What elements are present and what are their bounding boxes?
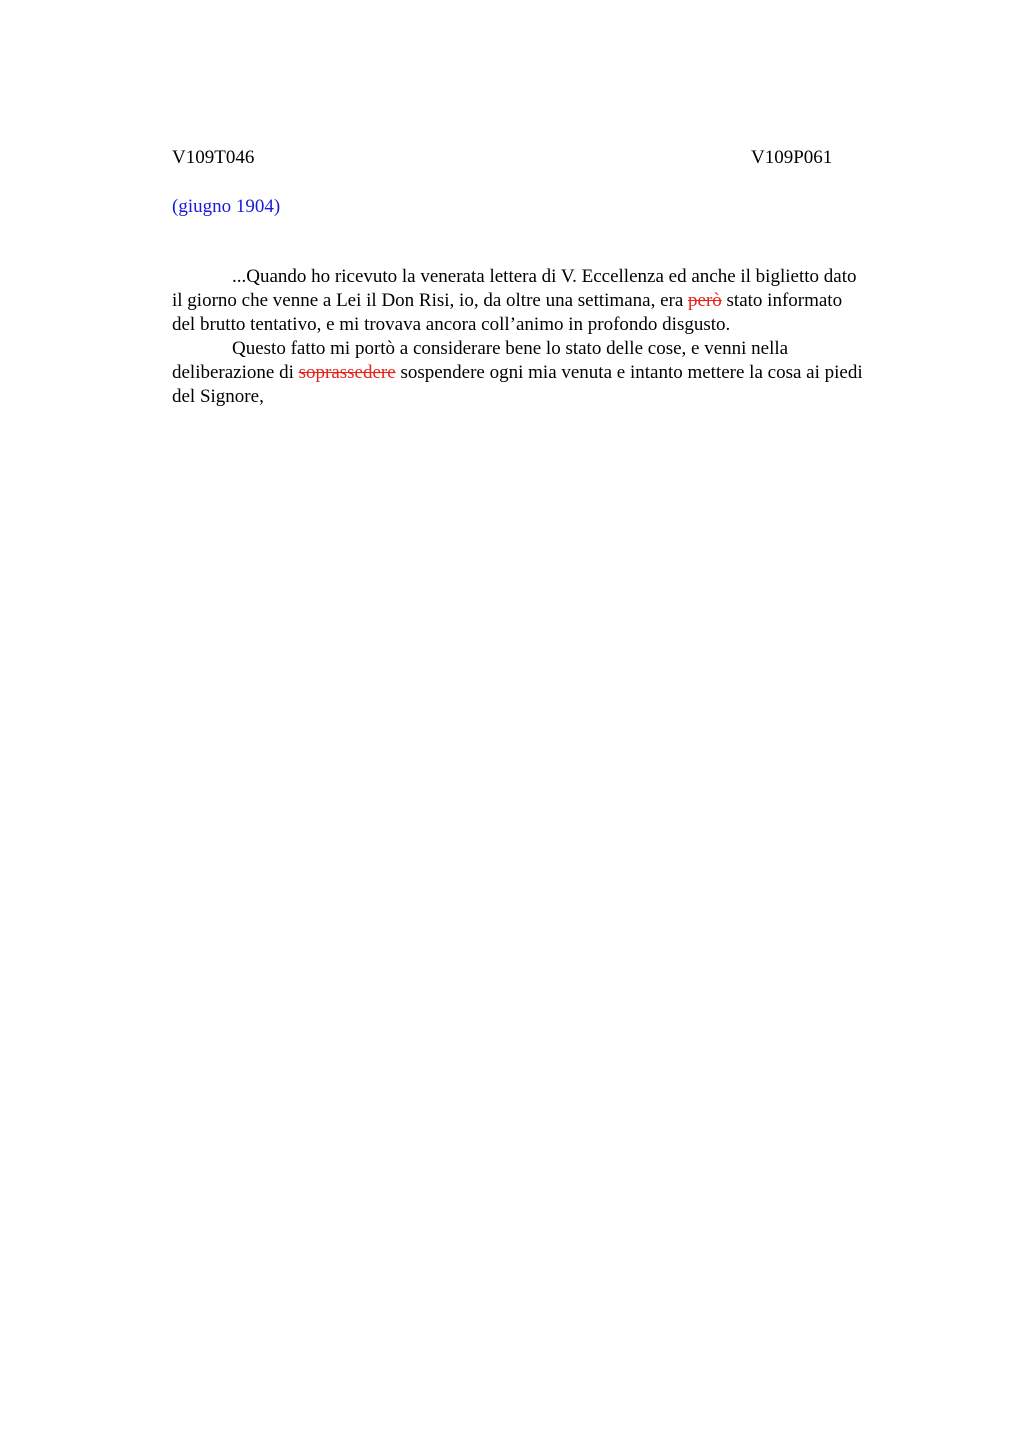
deleted-word: soprassedere — [298, 362, 396, 383]
text-segment: stato informato — [721, 290, 843, 311]
text-segment: deliberazione di — [172, 362, 299, 383]
paragraph-2-line-3: del Signore, — [172, 386, 264, 407]
paragraph-1-line-2 — [172, 289, 932, 313]
text-segment: sospendere ogni mia venuta e intanto mettere la cosa ai piedi — [395, 362, 863, 383]
letter-body — [172, 265, 932, 409]
paragraph-2 — [172, 337, 932, 409]
paragraph-2-line-1: Questo fatto mi portò a considerare bene lo stato delle cose, e venni nella — [232, 338, 789, 359]
paragraph-1-line-1: ...Quando ho ricevuto la venerata lettera di V. Eccellenza ed anche il biglietto dato — [232, 266, 857, 287]
paragraph-2-line-2 — [172, 361, 932, 385]
text-segment: il giorno che venne a Lei il Don Risi, io, da oltre una settimana, era — [172, 290, 689, 311]
paragraph-1 — [172, 265, 932, 337]
deleted-word: però — [688, 290, 722, 311]
document-code-left: V109T046 — [172, 147, 255, 168]
letter-date: (giugno 1904) — [172, 196, 281, 217]
document-code-right: V109P061 — [751, 147, 833, 168]
paragraph-1-line-3: del brutto tentativo, e mi trovava ancora coll’animo in profondo disgusto. — [172, 314, 731, 335]
